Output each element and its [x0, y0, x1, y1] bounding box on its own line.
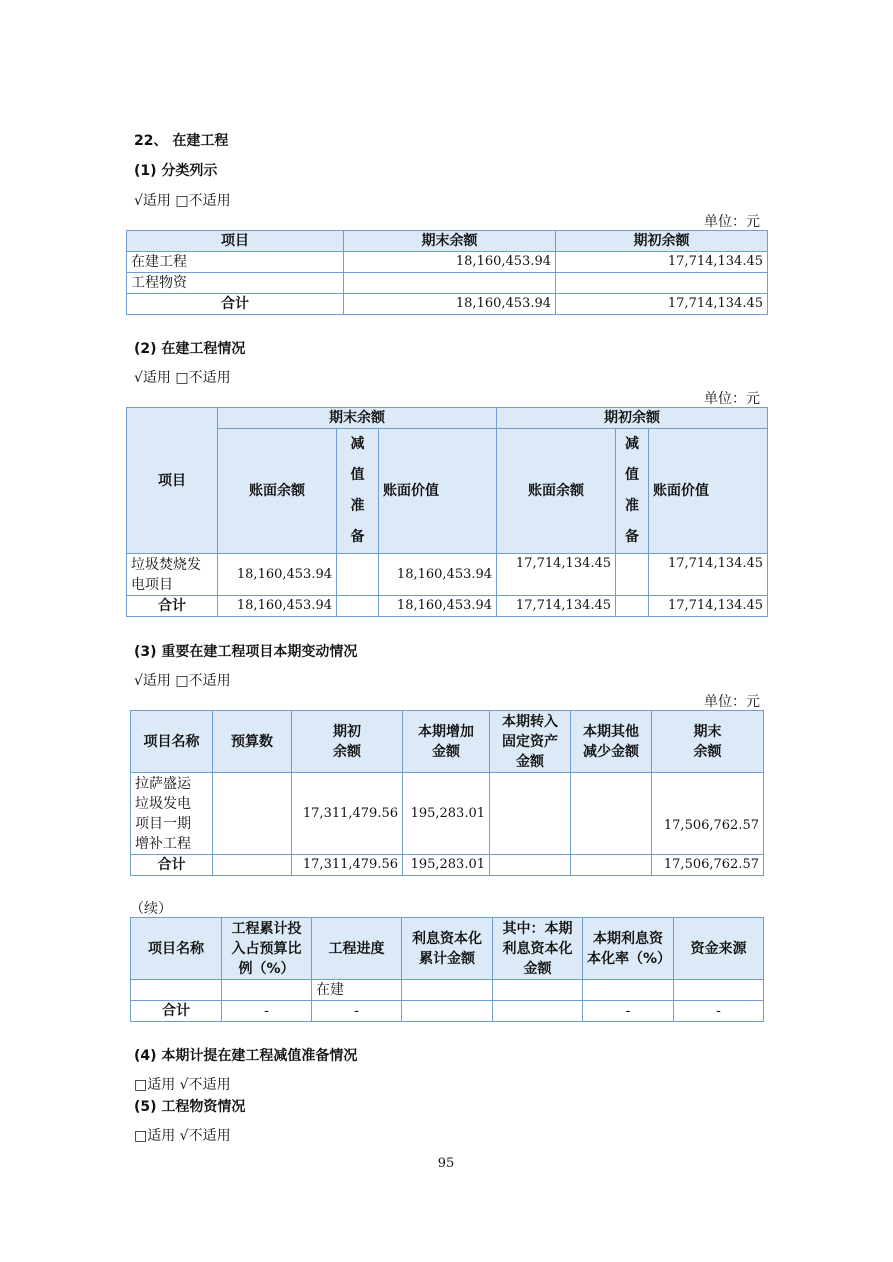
table-cell: 17,714,134.45 [497, 554, 616, 596]
header-cell: 本期其他 减少金额 [571, 711, 652, 773]
header-cell: 账面余额 [497, 429, 616, 554]
table-cell [493, 980, 583, 1001]
header-cell: 账面价值 [649, 429, 768, 554]
table-cell [583, 980, 674, 1001]
header-cell: 本期增加 金额 [403, 711, 490, 773]
continued-label: （续） [130, 901, 172, 917]
table-cell [337, 596, 379, 617]
s5-title: (5) 工程物资情况 [134, 1099, 246, 1115]
s1-title: (1) 分类列示 [134, 163, 218, 179]
header-cell: 其中：本期 利息资本化 金额 [493, 918, 583, 980]
table-cell: 18,160,453.94 [379, 554, 497, 596]
header-cell: 期末余额 [218, 408, 497, 429]
table-cell [344, 273, 556, 294]
header-cell: 项目名称 [131, 711, 213, 773]
table-cell: - [583, 1001, 674, 1022]
table-cell: 195,283.01 [403, 855, 490, 876]
page-number: 95 [437, 1156, 455, 1171]
table-cell: 18,160,453.94 [344, 294, 556, 315]
table-header-row [127, 429, 768, 554]
table-cell: 18,160,453.94 [218, 554, 337, 596]
header-cell: 期初余额 [497, 408, 768, 429]
table-cell: - [222, 1001, 312, 1022]
total-row [127, 294, 768, 315]
table-cell: 18,160,453.94 [218, 596, 337, 617]
s4-applicability: □适用 √不适用 [134, 1077, 231, 1093]
s2-applicability: √适用 □不适用 [134, 370, 231, 386]
section-title: 22、 在建工程 [134, 133, 229, 149]
header-cell: 本期利息资 本化率（%） [583, 918, 674, 980]
table-row [127, 554, 768, 596]
header-cell: 期初余额 [556, 231, 768, 252]
table-cell [674, 980, 764, 1001]
header-cell: 期初 余额 [292, 711, 403, 773]
s2-unit: 单位：元 [704, 391, 760, 407]
table-cell [337, 554, 379, 596]
s1-applicability: √适用 □不适用 [134, 193, 231, 209]
table-cell: 17,714,134.45 [649, 596, 768, 617]
table-header-row [131, 918, 764, 980]
table-cell [616, 554, 649, 596]
table-cell [490, 773, 571, 855]
s3-applicability: √适用 □不适用 [134, 673, 231, 689]
header-cell: 项目 [127, 231, 344, 252]
table-cell: 17,506,762.57 [652, 773, 764, 855]
header-cell: 利息资本化 累计金额 [402, 918, 493, 980]
s2-title: (2) 在建工程情况 [134, 341, 246, 357]
table-cell [402, 980, 493, 1001]
table-row [127, 273, 768, 294]
table-cell: 195,283.01 [403, 773, 490, 855]
header-cell: 减 值 准 备 [616, 429, 649, 554]
table-cell: 合计 [131, 855, 213, 876]
header-cell: 预算数 [213, 711, 292, 773]
table-cell [213, 855, 292, 876]
header-cell: 项目名称 [131, 918, 222, 980]
s3-title: (3) 重要在建工程项目本期变动情况 [134, 644, 358, 660]
s3-table-continued [130, 917, 764, 1022]
table-cell: 18,160,453.94 [379, 596, 497, 617]
header-cell: 本期转入 固定资产 金额 [490, 711, 571, 773]
s2-table [126, 407, 768, 617]
s1-table [126, 230, 768, 315]
header-cell: 期末余额 [344, 231, 556, 252]
header-cell: 资金来源 [674, 918, 764, 980]
s1-unit: 单位：元 [704, 214, 760, 230]
table-cell [616, 596, 649, 617]
table-header-row [131, 711, 764, 773]
total-row [127, 596, 768, 617]
s3-table [130, 710, 764, 876]
table-cell: 合计 [127, 294, 344, 315]
header-cell: 工程累计投 入占预算比 例（%） [222, 918, 312, 980]
total-row [131, 855, 764, 876]
header-cell: 项目 [127, 408, 218, 554]
table-cell: - [312, 1001, 402, 1022]
table-cell: 工程物资 [127, 273, 344, 294]
table-cell: 17,311,479.56 [292, 855, 403, 876]
header-cell: 期末 余额 [652, 711, 764, 773]
table-cell [213, 773, 292, 855]
table-cell: 17,714,134.45 [497, 596, 616, 617]
table-header-row [127, 231, 768, 252]
table-header-row [127, 408, 768, 429]
s3-unit: 单位：元 [704, 694, 760, 710]
s5-applicability: □适用 √不适用 [134, 1128, 231, 1144]
header-cell: 账面价值 [379, 429, 497, 554]
table-cell [490, 855, 571, 876]
header-cell: 工程进度 [312, 918, 402, 980]
header-cell: 减 值 准 备 [337, 429, 379, 554]
table-cell [222, 980, 312, 1001]
table-row [131, 980, 764, 1001]
table-cell [131, 980, 222, 1001]
table-cell: 18,160,453.94 [344, 252, 556, 273]
header-cell: 账面余额 [218, 429, 337, 554]
s4-title: (4) 本期计提在建工程减值准备情况 [134, 1048, 358, 1064]
table-cell: 垃圾焚烧发电项目 [127, 554, 218, 596]
total-row [131, 1001, 764, 1022]
table-row [127, 252, 768, 273]
table-cell: 在建工程 [127, 252, 344, 273]
table-cell: 在建 [312, 980, 402, 1001]
table-cell: 拉萨盛运 垃圾发电 项目一期 增补工程 [131, 773, 213, 855]
table-cell: 合计 [131, 1001, 222, 1022]
table-cell [493, 1001, 583, 1022]
table-cell: 合计 [127, 596, 218, 617]
table-cell: 17,714,134.45 [556, 294, 768, 315]
table-cell [402, 1001, 493, 1022]
table-cell [571, 855, 652, 876]
table-row [131, 773, 764, 855]
table-cell [571, 773, 652, 855]
table-cell: 17,506,762.57 [652, 855, 764, 876]
table-cell: 17,714,134.45 [649, 554, 768, 596]
table-cell: - [674, 1001, 764, 1022]
table-cell: 17,714,134.45 [556, 252, 768, 273]
table-cell: 17,311,479.56 [292, 773, 403, 855]
table-cell [556, 273, 768, 294]
